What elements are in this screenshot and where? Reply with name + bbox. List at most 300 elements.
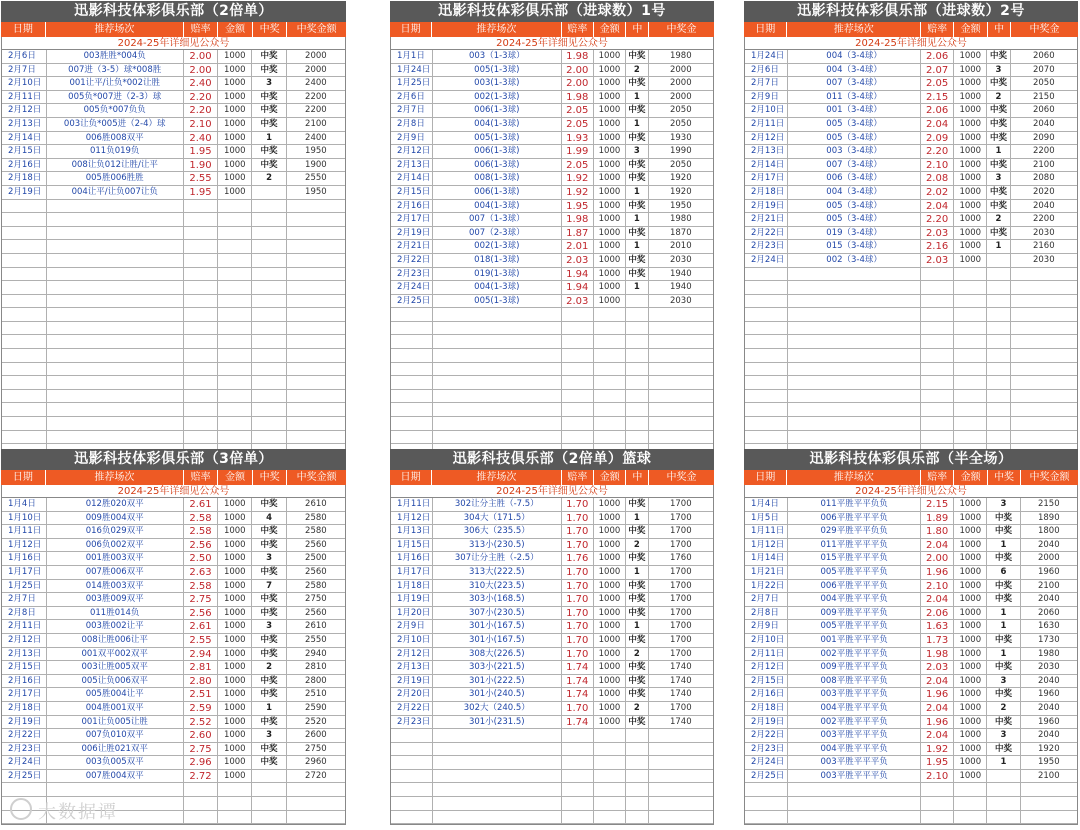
table-row: [391, 797, 713, 811]
table-row: [391, 213, 713, 227]
cell-odds: 2.06: [921, 104, 954, 117]
cell-pick: 019（3-4球）: [788, 227, 921, 240]
cell-pick: [788, 281, 921, 294]
cell-odds: [921, 295, 954, 308]
table-row: [745, 335, 1077, 349]
table-row: [391, 688, 713, 702]
cell-date: 1月14日: [745, 552, 788, 565]
table-row: [2, 675, 345, 689]
table-row: [391, 132, 713, 146]
cell-date: [391, 783, 433, 796]
cell-odds: 2.04: [921, 593, 954, 606]
cell-hit: 中奖: [626, 227, 649, 240]
cell-amount: [218, 240, 252, 253]
cell-prize: [1011, 376, 1077, 389]
cell-odds: 1.70: [562, 607, 594, 620]
cell-amount: 1000: [218, 159, 252, 172]
cell-pick: 004(1-3球): [433, 118, 562, 131]
cell-prize: [287, 376, 345, 389]
cell-date: [391, 811, 433, 824]
table-row: [745, 743, 1077, 757]
column-header: 推荐场次: [787, 470, 921, 485]
cell-date: 2月16日: [745, 688, 788, 701]
table-row: [745, 552, 1077, 566]
cell-date: 1月5日: [745, 512, 788, 525]
table-row: [745, 661, 1077, 675]
cell-odds: 1.98: [562, 91, 594, 104]
cell-date: 1月16日: [391, 552, 433, 565]
cell-pick: [433, 431, 562, 444]
table-row: [2, 50, 345, 64]
cell-pick: [788, 363, 921, 376]
cell-odds: [921, 417, 954, 430]
panel-title: 迅影科技体彩俱乐部（2倍单）: [1, 1, 346, 22]
cell-pick: [47, 349, 184, 362]
cell-odds: 2.20: [184, 91, 218, 104]
cell-prize: 2200: [1032, 146, 1055, 157]
cell-odds: 2.15: [921, 498, 954, 511]
cell-odds: [921, 308, 954, 321]
cell-odds: 1.95: [562, 200, 594, 213]
cell-prize: [287, 349, 345, 362]
cell-date: [2, 349, 47, 362]
cell-hit: 中奖: [252, 675, 286, 688]
panel-goals-1: [390, 1, 714, 472]
cell-amount: 1000: [218, 648, 252, 661]
cell-hit: [252, 403, 286, 416]
cell-hit: [987, 335, 1010, 348]
cell-hit: 中奖: [987, 593, 1020, 606]
cell-date: 1月12日: [391, 512, 433, 525]
cell-amount: 1000: [954, 566, 987, 579]
table-row: [2, 593, 345, 607]
subtitle-note: 2024-25年详细见公众号: [744, 37, 1078, 50]
table-row: [391, 200, 713, 214]
table-row: [391, 580, 713, 594]
cell-prize: 1700: [669, 594, 692, 605]
table-row: [391, 512, 713, 526]
column-header: 金额: [954, 22, 987, 37]
cell-prize: 2080: [1032, 173, 1055, 184]
column-header: 中奖: [253, 22, 288, 37]
cell-date: [745, 431, 788, 444]
table-row: [391, 349, 713, 363]
cell-pick: 007（3-4球）: [788, 159, 921, 172]
cell-hit: 中奖: [987, 580, 1020, 593]
cell-odds: [184, 227, 218, 240]
cell-amount: 1000: [594, 77, 626, 90]
results-table: [744, 50, 1078, 472]
cell-prize: 2040: [1037, 730, 1060, 741]
cell-amount: 1000: [954, 593, 987, 606]
cell-amount: 1000: [218, 498, 252, 511]
cell-hit: [252, 254, 286, 267]
cell-amount: [954, 308, 987, 321]
cell-odds: [921, 390, 954, 403]
cell-date: [2, 417, 47, 430]
cell-odds: [562, 743, 594, 756]
cell-pick: 003平胜平平平负: [788, 756, 921, 769]
cell-prize: [1021, 783, 1077, 796]
table-row: [2, 688, 345, 702]
cell-pick: [788, 376, 921, 389]
cell-date: 1月17日: [391, 566, 433, 579]
cell-prize: 2600: [305, 730, 327, 741]
table-row: [745, 159, 1077, 173]
cell-date: 2月12日: [2, 634, 47, 647]
cell-pick: [433, 349, 562, 362]
cell-pick: 006(1-3球): [433, 104, 562, 117]
cell-amount: [218, 390, 252, 403]
cell-pick: 301小(231.5): [433, 716, 562, 729]
cell-prize: 2610: [305, 621, 327, 632]
cell-prize: 1960: [1037, 566, 1060, 577]
cell-date: 2月12日: [2, 104, 47, 117]
cell-hit: [252, 295, 286, 308]
cell-odds: 1.70: [562, 702, 594, 715]
cell-pick: [47, 363, 184, 376]
table-row: [391, 811, 713, 825]
table-row: [745, 172, 1077, 186]
cell-date: [2, 240, 47, 253]
cell-hit: 1: [987, 539, 1020, 552]
cell-odds: 2.50: [184, 552, 218, 565]
cell-date: 2月10日: [745, 104, 788, 117]
cell-hit: [252, 770, 286, 783]
cell-hit: [626, 363, 649, 376]
cell-hit: 中奖: [252, 566, 286, 579]
cell-hit: 中奖: [626, 172, 649, 185]
cell-date: [745, 783, 788, 796]
cell-odds: 1.70: [562, 512, 594, 525]
cell-amount: 1000: [218, 539, 252, 552]
cell-odds: 2.10: [921, 580, 954, 593]
cell-pick: 003负005双平: [47, 756, 184, 769]
cell-hit: 中奖: [626, 104, 649, 117]
cell-pick: [433, 729, 562, 742]
cell-date: 2月15日: [745, 675, 788, 688]
cell-pick: 009平胜平平平负: [788, 661, 921, 674]
cell-amount: [954, 403, 987, 416]
cell-date: 1月20日: [391, 607, 433, 620]
cell-date: 2月19日: [391, 675, 433, 688]
cell-date: 2月17日: [391, 213, 433, 226]
cell-amount: 1000: [954, 104, 987, 117]
cell-date: 1月15日: [391, 539, 433, 552]
cell-prize: 2550: [305, 173, 327, 184]
cell-odds: 2.61: [184, 620, 218, 633]
cell-odds: [562, 403, 594, 416]
cell-amount: [594, 811, 626, 824]
table-row: [2, 525, 345, 539]
column-header: 推荐场次: [46, 470, 184, 485]
cell-date: 2月23日: [391, 268, 433, 281]
cell-pick: [433, 783, 562, 796]
cell-hit: 1: [626, 512, 649, 525]
cell-date: 1月25日: [391, 77, 433, 90]
cell-odds: 1.87: [562, 227, 594, 240]
cell-hit: [252, 349, 286, 362]
cell-date: 2月21日: [745, 213, 788, 226]
cell-amount: [218, 335, 252, 348]
cell-prize: 2580: [305, 526, 327, 537]
cell-amount: 1000: [954, 702, 987, 715]
cell-hit: [626, 729, 649, 742]
cell-amount: 1000: [218, 77, 252, 90]
cell-hit: [252, 281, 286, 294]
cell-odds: 2.03: [921, 661, 954, 674]
cell-date: [2, 363, 47, 376]
cell-hit: 2: [252, 661, 286, 674]
cell-odds: 2.06: [921, 50, 954, 63]
cell-hit: [987, 322, 1010, 335]
cell-prize: 1980: [669, 51, 692, 61]
cell-hit: 1: [626, 566, 649, 579]
cell-odds: 2.10: [184, 118, 218, 131]
cell-date: 2月10日: [391, 634, 433, 647]
cell-pick: 005（3-4球）: [788, 118, 921, 131]
cell-hit: 中奖: [626, 607, 649, 620]
cell-date: [745, 390, 788, 403]
cell-prize: 1700: [669, 621, 692, 632]
cell-prize: [287, 240, 345, 253]
cell-odds: 1.96: [921, 688, 954, 701]
cell-hit: [987, 797, 1020, 810]
cell-pick: [47, 213, 184, 226]
cell-date: [391, 322, 433, 335]
column-header: 中奖金额: [296, 472, 337, 483]
cell-pick: [47, 227, 184, 240]
cell-hit: 中奖: [252, 539, 286, 552]
cell-hit: 中奖: [252, 50, 286, 63]
cell-pick: 002(1-3球): [433, 91, 562, 104]
cell-amount: 1000: [594, 172, 626, 185]
table-row: [391, 675, 713, 689]
table-row: [745, 118, 1077, 132]
cell-date: 1月24日: [391, 64, 433, 77]
cell-hit: 中奖: [252, 607, 286, 620]
cell-date: 2月22日: [2, 729, 47, 742]
cell-pick: 004（3-4球）: [788, 50, 921, 63]
cell-amount: 1000: [954, 770, 987, 783]
cell-hit: [626, 431, 649, 444]
cell-odds: 2.05: [562, 159, 594, 172]
cell-amount: [954, 390, 987, 403]
cell-prize: 2750: [305, 743, 327, 754]
cell-pick: 003胜002让平: [47, 620, 184, 633]
cell-date: [745, 308, 788, 321]
cell-prize: 1700: [669, 499, 692, 509]
cell-pick: [433, 335, 562, 348]
cell-date: 2月16日: [391, 200, 433, 213]
cell-odds: 2.00: [562, 77, 594, 90]
cell-amount: 1000: [954, 580, 987, 593]
cell-amount: 1000: [594, 254, 626, 267]
cell-amount: 1000: [218, 729, 252, 742]
cell-prize: 2040: [1037, 539, 1060, 550]
cell-date: 2月18日: [745, 702, 788, 715]
cell-amount: 1000: [218, 634, 252, 647]
cell-date: 2月8日: [2, 607, 47, 620]
cell-date: 2月6日: [2, 50, 47, 63]
cell-hit: [987, 308, 1010, 321]
cell-odds: [562, 417, 594, 430]
cell-hit: 1: [626, 620, 649, 633]
cell-hit: [987, 295, 1010, 308]
cell-amount: 1000: [218, 661, 252, 674]
cell-odds: [562, 756, 594, 769]
cell-amount: 1000: [218, 145, 252, 158]
cell-odds: [921, 783, 954, 796]
cell-hit: 中奖: [626, 552, 649, 565]
cell-prize: [287, 227, 345, 240]
cell-prize: 1700: [669, 526, 692, 537]
cell-amount: 1000: [594, 716, 626, 729]
table-row: [2, 240, 345, 254]
cell-amount: 1000: [218, 50, 252, 63]
table-row: [745, 729, 1077, 743]
cell-hit: [252, 200, 286, 213]
cell-odds: 2.04: [921, 702, 954, 715]
cell-hit: 1: [987, 756, 1020, 769]
table-row: [2, 783, 345, 797]
cell-odds: 2.75: [184, 593, 218, 606]
table-row: [2, 159, 345, 173]
cell-odds: [562, 390, 594, 403]
cell-pick: 313大(222.5): [433, 566, 562, 579]
cell-date: [745, 349, 788, 362]
cell-odds: 1.74: [562, 675, 594, 688]
cell-hit: 中奖: [252, 593, 286, 606]
cell-hit: [252, 240, 286, 253]
cell-date: 2月7日: [745, 593, 788, 606]
cell-pick: 004(1-3球): [433, 281, 562, 294]
cell-odds: [562, 770, 594, 783]
subtitle-note: 2024-25年详细见公众号: [744, 485, 1078, 498]
cell-amount: 1000: [218, 688, 252, 701]
cell-prize: [649, 743, 713, 756]
cell-pick: 303小(221.5): [433, 661, 562, 674]
results-table: [1, 50, 346, 472]
cell-prize: 2590: [305, 702, 327, 713]
table-row: [2, 376, 345, 390]
table-row: [745, 607, 1077, 621]
cell-pick: [47, 308, 184, 321]
column-header: 中: [626, 22, 649, 37]
table-row: [2, 281, 345, 295]
cell-date: [745, 403, 788, 416]
table-row: [745, 498, 1077, 512]
cell-odds: [184, 335, 218, 348]
cell-hit: 7: [252, 580, 286, 593]
table-row: [391, 64, 713, 78]
table-row: [2, 648, 345, 662]
cell-prize: [1011, 417, 1077, 430]
cell-amount: [594, 770, 626, 783]
panel-3x-single: [1, 449, 346, 825]
cell-hit: [252, 363, 286, 376]
cell-date: [2, 268, 47, 281]
cell-amount: [594, 403, 626, 416]
column-header: 中奖: [988, 470, 1021, 485]
cell-amount: 1000: [594, 634, 626, 647]
cell-odds: 2.00: [921, 552, 954, 565]
cell-hit: 中奖: [252, 648, 286, 661]
cell-pick: 306大（235.5）: [433, 525, 562, 538]
cell-hit: 中奖: [987, 186, 1010, 199]
cell-hit: 中奖: [626, 525, 649, 538]
cell-amount: [218, 295, 252, 308]
cell-date: 2月17日: [2, 688, 47, 701]
cell-odds: 2.08: [921, 172, 954, 185]
cell-pick: 307让分主胜（-2.5）: [433, 552, 562, 565]
cell-hit: 中奖: [626, 688, 649, 701]
cell-prize: 1700: [669, 512, 692, 523]
cell-date: 2月11日: [2, 91, 47, 104]
cell-date: [2, 281, 47, 294]
cell-hit: [626, 349, 649, 362]
table-row: [745, 64, 1077, 78]
cell-odds: 1.70: [562, 525, 594, 538]
cell-date: 2月22日: [391, 254, 433, 267]
cell-pick: [433, 417, 562, 430]
cell-odds: 1.95: [184, 145, 218, 158]
cell-prize: 2050: [669, 105, 692, 116]
cell-amount: [218, 349, 252, 362]
table-row: [2, 118, 345, 132]
cell-prize: 2940: [305, 648, 327, 659]
table-row: [391, 363, 713, 377]
cell-date: 2月22日: [745, 729, 788, 742]
cell-hit: 2: [626, 64, 649, 77]
cell-amount: 1000: [594, 702, 626, 715]
cell-amount: [954, 783, 987, 796]
cell-hit: [252, 431, 286, 444]
cell-amount: 1000: [954, 512, 987, 525]
cell-prize: 1700: [669, 607, 692, 618]
cell-prize: 2000: [669, 78, 692, 89]
cell-pick: [788, 335, 921, 348]
cell-hit: 中奖: [252, 756, 286, 769]
cell-prize: 2100: [1032, 159, 1055, 170]
table-row: [391, 376, 713, 390]
cell-odds: 2.20: [184, 104, 218, 117]
cell-prize: 2050: [669, 159, 692, 170]
cell-prize: 1890: [1037, 512, 1060, 523]
watermark-text: 大数据谭: [38, 802, 118, 823]
cell-prize: 1920: [1037, 743, 1060, 754]
cell-pick: [788, 295, 921, 308]
cell-pick: 008让胜006让平: [47, 634, 184, 647]
cell-odds: [184, 349, 218, 362]
table-row: [2, 729, 345, 743]
cell-hit: [626, 390, 649, 403]
cell-prize: 2150: [1037, 499, 1060, 509]
cell-pick: [788, 431, 921, 444]
cell-hit: 中奖: [987, 200, 1010, 213]
cell-date: 2月18日: [2, 702, 47, 715]
cell-odds: 2.04: [921, 118, 954, 131]
cell-amount: [218, 363, 252, 376]
cell-pick: 004（3-4球）: [788, 64, 921, 77]
cell-prize: [1011, 308, 1077, 321]
cell-date: 2月16日: [2, 159, 47, 172]
cell-pick: [788, 797, 921, 810]
cell-amount: 1000: [954, 634, 987, 647]
cell-odds: 2.04: [921, 675, 954, 688]
cell-date: 2月19日: [391, 227, 433, 240]
cell-pick: 015（3-4球）: [788, 240, 921, 253]
